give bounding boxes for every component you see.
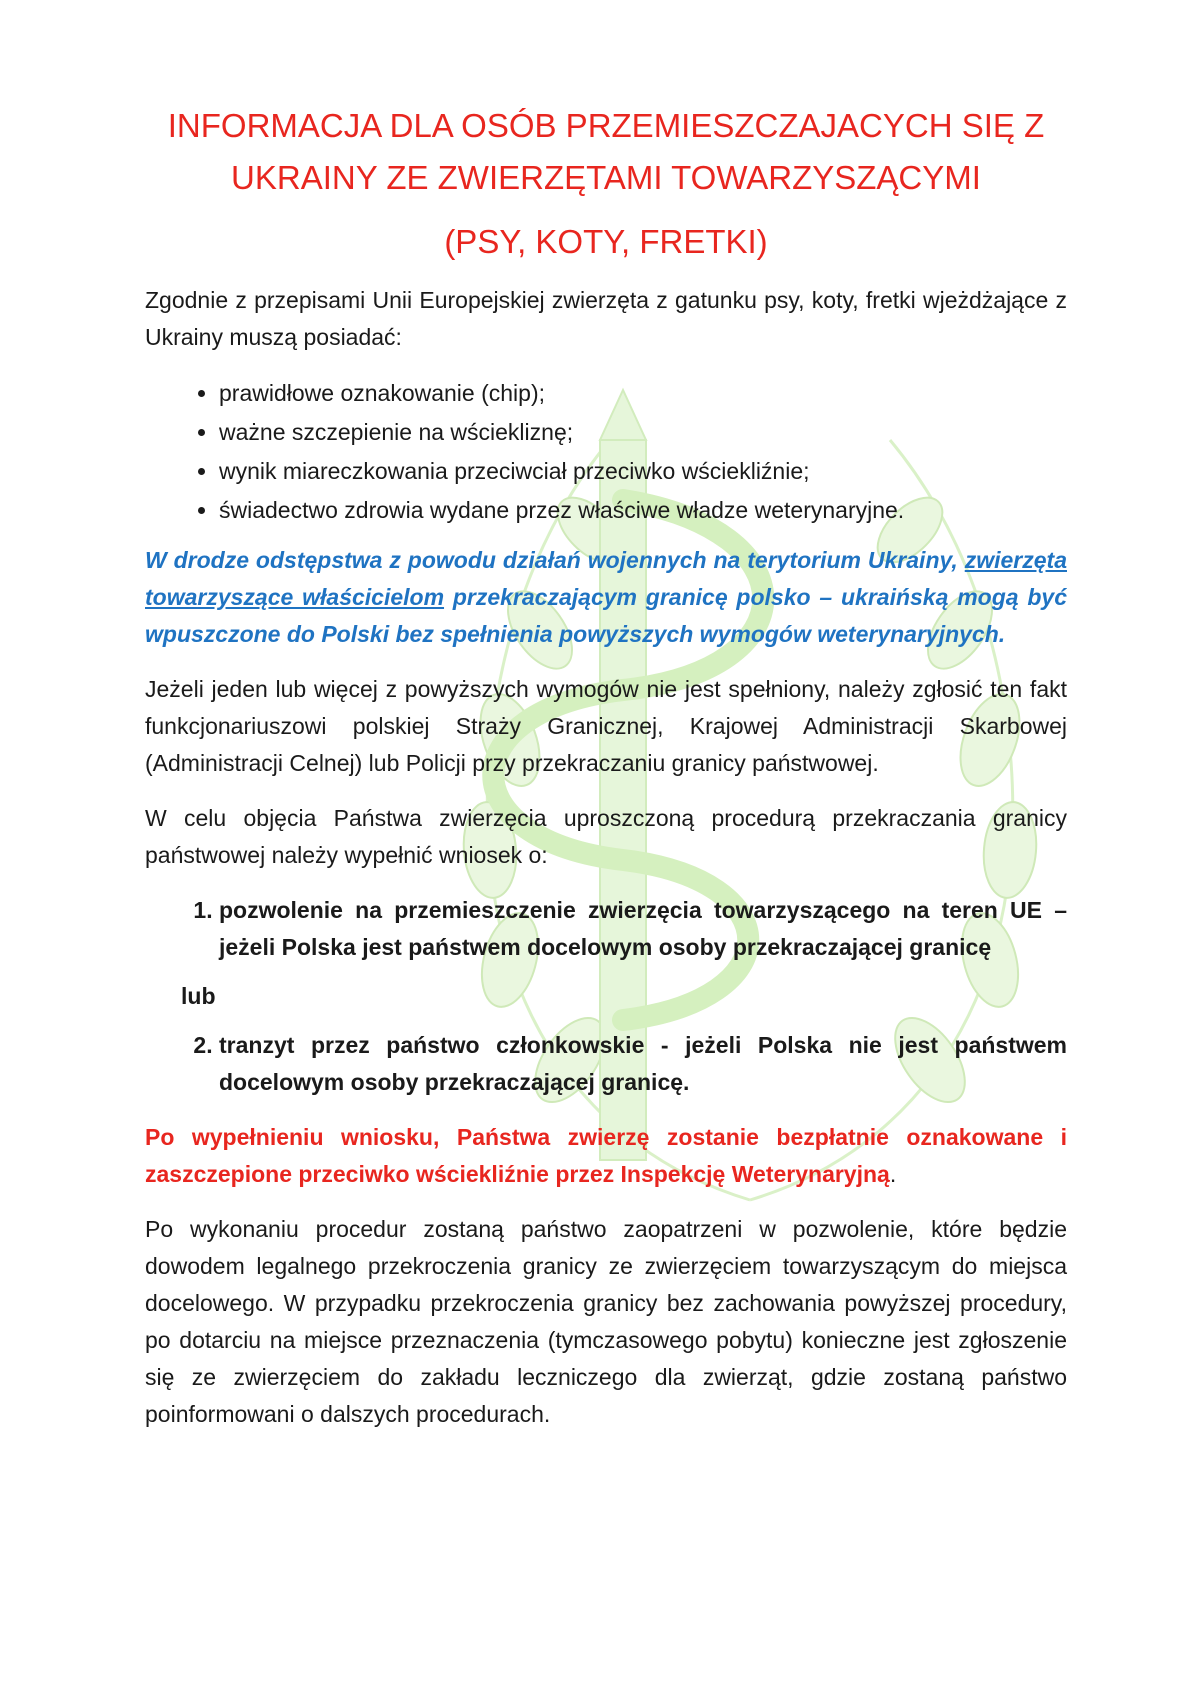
exception-rest: przekraczającym granicę polsko – ukraińską mogą być wpuszczone do Polski bez spełnienia powyższych wymogów weterynaryjnych.: [145, 584, 1067, 647]
procedure-intro-paragraph: W celu objęcia Państwa zwierzęcia uproszczoną procedurą przekraczania granicy państwowej należy wypełnić wniosek o:: [145, 805, 1067, 868]
list-item: • ważne szczepienie na wściekliznę;: [219, 413, 1067, 452]
document-subtitle: (PSY, KOTY, FRETKI): [444, 223, 768, 260]
list-item: 1. pozwolenie na przemieszczenie zwierzęcia towarzyszącego na teren UE – jeżeli Polska jest państwem docelowym osoby przekraczającej granicę: [219, 892, 1067, 966]
requirements-list: [145, 374, 1067, 530]
list-item: • świadectwo zdrowia wydane przez właściwe władze weterynaryjne.: [219, 491, 1067, 530]
application-list-continued: [145, 1027, 1067, 1101]
list-item: • wynik miareczkowania przeciwciał przeciwko wściekliźnie;: [219, 452, 1067, 491]
document-page: [145, 100, 1067, 1451]
free-service-text: Po wypełnieniu wniosku, Państwa zwierzę zostanie bezpłatnie oznakowane i zaszczepione przeciwko wściekliźnie przez Inspekcję Weterynaryjną: [145, 1124, 1067, 1187]
exception-paragraph: [145, 542, 1067, 653]
free-service-end: .: [889, 1161, 897, 1187]
closing-paragraph: Po wykonaniu procedur zostaną państwo zaopatrzeni w pozwolenie, które będzie dowodem legalnego przekroczenia granicy ze zwierzęciem towarzyszącym do miejsca docelowego. W przypadku przekroczenia granicy bez zachowania powyższej procedury, po dotarciu na miejsce przeznaczenia (tymczasowego pobytu) konieczne jest zgłoszenie się ze zwierzęciem do zakładu leczniczego dla zwierząt, gdzie zostaną państwo poinformowani o dalszych procedurach.: [145, 1216, 1067, 1427]
exception-lead: W drodze odstępstwa z powodu działań wojennych na terytorium Ukrainy,: [145, 547, 965, 573]
free-service-paragraph: [145, 1119, 1067, 1193]
exception-underlined: zwierzęta towarzyszące właścicielom: [145, 547, 1067, 610]
document-title: INFORMACJA DLA OSÓB PRZEMIESZCZAJACYCH SIĘ Z UKRAINY ZE ZWIERZĘTAMI TOWARZYSZĄCYMI: [167, 107, 1045, 196]
intro-paragraph: Zgodnie z przepisami Unii Europejskiej zwierzęta z gatunku psy, koty, fretki wjeżdżające z Ukrainy muszą posiadać:: [145, 287, 1067, 350]
application-list: [145, 892, 1067, 966]
list-item: • prawidłowe oznakowanie (chip);: [219, 374, 1067, 413]
or-label: lub: [181, 983, 216, 1009]
list-item: 2. tranzyt przez państwo członkowskie - jeżeli Polska nie jest państwem docelowym osoby przekraczającej granicę.: [219, 1027, 1067, 1101]
report-paragraph: Jeżeli jeden lub więcej z powyższych wymogów nie jest spełniony, należy zgłosić ten fakt funkcjonariuszowi polskiej Straży Granicznej, Krajowej Administracji Skarbowej (Administracji Celnej) lub Policji przy przekraczaniu granicy państwowej.: [145, 676, 1067, 776]
